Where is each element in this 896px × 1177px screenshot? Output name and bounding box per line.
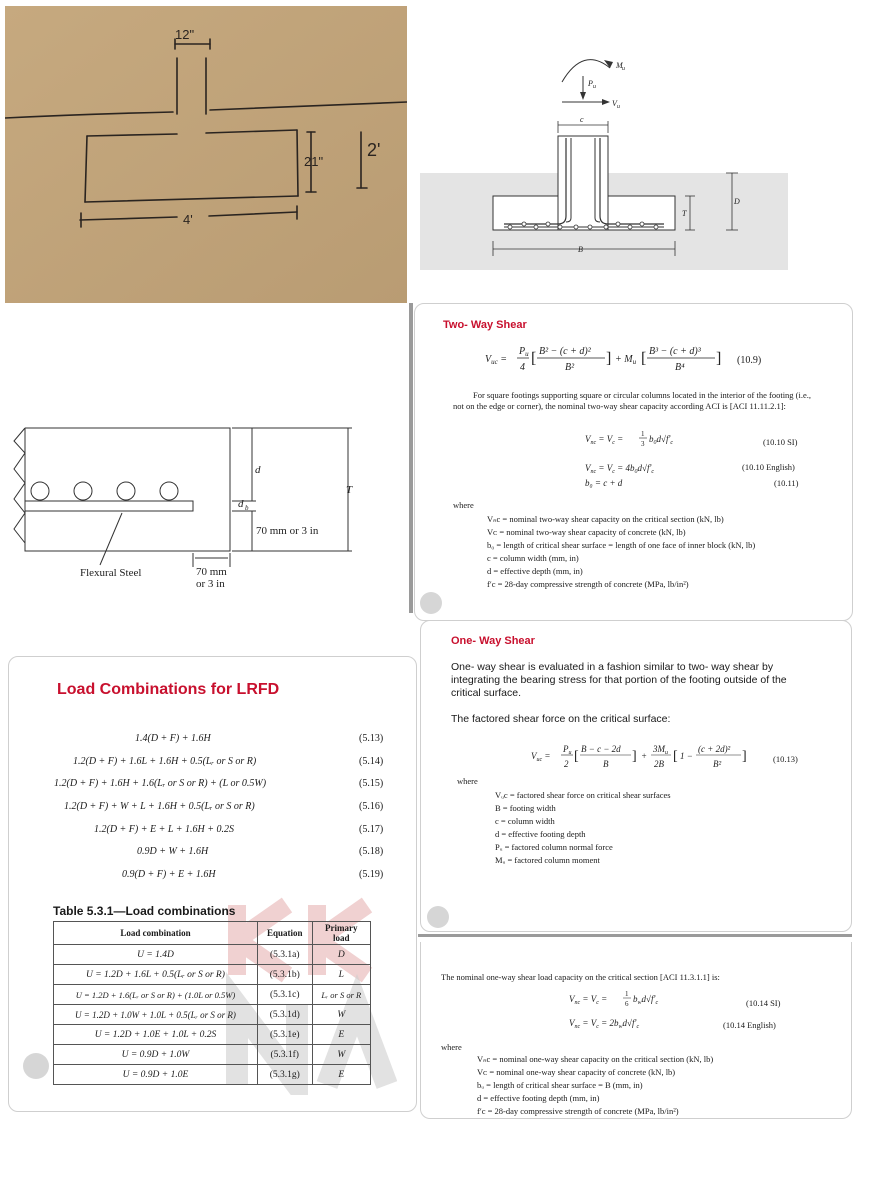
svg-text:b0d√f′c: $b_0d√f'_c$ <box>649 434 674 446</box>
table-title: Table 5.3.1—Load combinations <box>53 904 236 918</box>
definition-item: Vₙc = nominal two-way shear capacity on the critical section (kN, lb) <box>487 514 724 524</box>
footing-diagram <box>420 38 788 270</box>
svg-text:]: ] <box>606 350 612 367</box>
svg-text:1: 1 <box>625 990 629 998</box>
definition-item: Vᴄ = nominal two-way shear capacity of concrete (kN, lb) <box>487 527 686 537</box>
detail-d-label: d <box>255 464 261 476</box>
svg-text:+: + <box>641 751 648 761</box>
slide-marker <box>23 1053 49 1079</box>
pu-label: P <box>588 79 593 88</box>
reinforcement-detail <box>0 303 409 613</box>
d-label: D <box>734 197 740 206</box>
svg-text:[: [ <box>531 350 537 367</box>
lrfd-panel <box>8 656 417 1112</box>
flexural-steel-label: Flexural Steel <box>80 567 142 579</box>
definition-item: B = footing width <box>495 803 556 813</box>
svg-text:]: ] <box>632 749 637 764</box>
column-header: Primary load <box>312 922 370 945</box>
lrfd-equation-number: (5.19) <box>359 869 384 880</box>
eq-10-10-si-number: (10.10 SI) <box>763 437 798 447</box>
svg-text:[: [ <box>574 749 579 764</box>
nominal-intro: The nominal one-way shear load capacity on the critical section [ACI 11.3.1.1] is: <box>441 972 720 982</box>
equation-10-10 <box>585 426 735 486</box>
table-cell: E <box>312 1025 370 1045</box>
lrfd-equation: 1.4(D + F) + 1.6H <box>135 733 211 744</box>
lrfd-equation-number: (5.17) <box>359 824 384 835</box>
definition-item: Mᵤ = factored column moment <box>495 855 600 865</box>
table-cell: (5.3.1b) <box>257 965 312 985</box>
lrfd-equation: 0.9D + W + 1.6H <box>137 846 209 857</box>
one-way-where: where <box>457 776 478 786</box>
equation-10-14 <box>569 986 719 1032</box>
reinforcement-detail-svg <box>0 303 409 613</box>
bottom-cover-label-2: or 3 in <box>196 578 225 590</box>
svg-text:B⁴: B⁴ <box>675 362 685 373</box>
definition-item: Pᵤ = factored column normal force <box>495 842 613 852</box>
table-row <box>54 1005 371 1025</box>
svg-text:]: ] <box>742 749 747 764</box>
width-4ft-label: 4' <box>183 212 193 227</box>
table-cell: D <box>312 945 370 965</box>
table-row <box>54 1045 371 1065</box>
detail-t-label: T <box>346 484 353 496</box>
lrfd-heading: Load Combinations for LRFD <box>57 681 280 698</box>
svg-text:[: [ <box>641 350 647 367</box>
table-row <box>54 985 371 1005</box>
eq-10-14-si-number: (10.14 SI) <box>746 998 781 1008</box>
sketch-photo <box>5 6 407 303</box>
table-cell: U = 1.4D <box>54 945 258 965</box>
definition-item: c = column width <box>495 816 555 826</box>
table-cell: U = 0.9D + 1.0E <box>54 1065 258 1085</box>
eq-10-11-number: (10.11) <box>774 478 799 488</box>
table-cell: U = 0.9D + 1.0W <box>54 1045 258 1065</box>
svg-text:Vnc = Vc =: $V_{nc} = V_c$ = <box>585 434 624 446</box>
table-cell: (5.3.1g) <box>257 1065 312 1085</box>
svg-text:bwd√f′c: $b_wd√f'_c$ <box>633 994 659 1006</box>
svg-text:Pu: $P_u$ <box>519 346 529 358</box>
svg-text:Pu: $P_u$ <box>563 744 572 756</box>
b-label: B <box>578 245 583 254</box>
lrfd-equation: 1.2(D + F) + E + L + 1.6H + 0.2S <box>94 824 234 835</box>
definition-item: Vᴄ = nominal one-way shear capacity of concrete (kN, lb) <box>477 1067 676 1077</box>
svg-text:Vnc = Vc = 4b0d√f′c: $V_{nc} = V_c = 4b_0d√f'_c$ <box>585 463 655 475</box>
depth-21-label: 21" <box>304 154 324 169</box>
column-width-label: 12" <box>175 27 195 42</box>
two-way-shear-panel <box>414 303 853 621</box>
t-label: T <box>682 209 687 218</box>
eq-10-13-number: (10.13) <box>773 754 798 764</box>
definition-item: f′c = 28-day compressive strength of concrete (MPa, lb/in²) <box>477 1106 679 1116</box>
table-cell: U = 1.2D + 1.0W + 1.0L + 0.5(Lᵣ or S or R) <box>54 1005 258 1025</box>
eq-10-14-en-number: (10.14 English) <box>723 1020 776 1030</box>
definition-item: d = effective footing depth <box>495 829 586 839</box>
table-row <box>54 965 371 985</box>
slide-marker <box>427 906 449 928</box>
svg-text:B²: B² <box>565 362 575 373</box>
nominal-where: where <box>441 1042 462 1052</box>
svg-text:1: 1 <box>641 430 645 438</box>
depth-2ft-label: 2' <box>367 140 381 160</box>
eq-10-9-number: (10.9) <box>737 355 762 366</box>
cover-label: 70 mm or 3 in <box>256 525 319 537</box>
definition-item: bᵤ = length of critical shear surface = B (mm, in) <box>477 1080 643 1090</box>
svg-text:B² − (c + d)²: B² − (c + d)² <box>539 346 591 357</box>
table-header-row <box>54 922 371 945</box>
c-label: c <box>580 115 584 124</box>
table-row <box>54 1065 371 1085</box>
eq-10-10-en-number: (10.10 English) <box>742 462 795 472</box>
svg-text:4: 4 <box>520 362 525 373</box>
vu-label: V <box>612 99 617 108</box>
svg-text:Vuc =: $V_{uc}$ = <box>531 751 551 763</box>
svg-text:u: u <box>617 104 620 110</box>
two-way-where: where <box>453 500 474 510</box>
nominal-definitions <box>477 1053 713 1118</box>
svg-text:+ Mu: + $M_u$ <box>615 354 637 366</box>
table-cell: (5.3.1a) <box>257 945 312 965</box>
one-way-intro: One- way shear is evaluated in a fashion similar to two- way shear by integrating the bearing stress for that portion of the footing outside of the critical surface. <box>451 661 787 699</box>
table-row <box>54 945 371 965</box>
two-way-heading: Two- Way Shear <box>443 319 527 331</box>
lrfd-equation-number: (5.16) <box>359 801 384 812</box>
factored-shear-text: The factored shear force on the critical surface: <box>451 713 671 725</box>
sketch-drawing <box>5 6 407 303</box>
table-cell: E <box>312 1065 370 1085</box>
column-header: Load combination <box>54 922 258 945</box>
svg-text:3: 3 <box>641 440 645 448</box>
lrfd-equation-number: (5.13) <box>359 733 384 744</box>
detail-db-label: d <box>238 498 244 510</box>
svg-text:2B: 2B <box>654 759 664 769</box>
svg-text:3Mu: $3M_u$ <box>653 744 668 756</box>
svg-text:2: 2 <box>564 759 569 769</box>
table-cell: (5.3.1c) <box>257 985 312 1005</box>
lrfd-equation: 1.2(D + F) + W + L + 1.6H + 0.5(Lᵣ or S or R) <box>64 801 255 812</box>
definition-item: Vᵤc = factored shear force on critical shear surfaces <box>495 790 671 800</box>
vertical-divider <box>409 303 413 613</box>
footing-diagram-svg <box>420 38 788 270</box>
svg-text:B³ − (c + d)³: B³ − (c + d)³ <box>649 346 701 357</box>
svg-text:Vuc =: $V_{uc}$ = <box>485 354 507 366</box>
nominal-one-way-panel <box>420 942 852 1119</box>
svg-text:1 −: 1 − <box>680 751 693 761</box>
table-cell: (5.3.1f) <box>257 1045 312 1065</box>
lrfd-equation-number: (5.18) <box>359 846 384 857</box>
svg-text:Vnc = Vc =: $V_{nc} = V_c$ = <box>569 994 608 1006</box>
table-cell: (5.3.1e) <box>257 1025 312 1045</box>
table-cell: U = 1.2D + 1.0E + 1.0L + 0.2S <box>54 1025 258 1045</box>
lrfd-equation: 0.9(D + F) + E + 1.6H <box>122 869 216 880</box>
slide-marker <box>420 592 442 614</box>
horizontal-divider <box>418 934 852 937</box>
definition-item: c = column width (mm, in) <box>487 553 579 563</box>
two-way-paragraph: For square footings supporting square or circular columns located in the interior of the footing (i.e., not on the edge or corner), the nominal two-way shear capacity according ACI is [ACI 11.11.2.1]: <box>453 390 812 411</box>
lrfd-equation: 1.2(D + F) + 1.6L + 1.6H + 0.5(Lᵣ or S or R) <box>73 756 257 767</box>
definition-item: b₀ = length of critical shear surface = length of one face of inner block (kN, lb) <box>487 540 756 550</box>
svg-text:u: u <box>593 84 596 90</box>
column-header: Equation <box>257 922 312 945</box>
table-cell: Lᵣ or S or R <box>312 985 370 1005</box>
equation-10-13 <box>531 739 761 775</box>
svg-text:[: [ <box>673 749 678 764</box>
table-row <box>54 1025 371 1045</box>
table-cell: W <box>312 1005 370 1025</box>
table-cell: U = 1.2D + 1.6(Lᵣ or S or R) + (1.0L or 0.5W) <box>54 985 258 1005</box>
svg-text:B: B <box>603 759 609 769</box>
lrfd-equation: 1.2(D + F) + 1.6H + 1.6(Lᵣ or S or R) + (L or 0.5W) <box>54 778 267 789</box>
svg-text:B − c − 2d: B − c − 2d <box>581 744 621 754</box>
svg-text:(c + 2d)²: (c + 2d)² <box>698 744 731 754</box>
definition-item: d = effective footing depth (mm, in) <box>477 1093 600 1103</box>
svg-text:Vnc = Vc = 2bwd√f′c: $V_{nc} = V_c = 2b_wd√f'_c$ <box>569 1018 640 1030</box>
one-way-heading: One- Way Shear <box>451 635 535 647</box>
svg-text:b: b <box>245 504 249 512</box>
eq-10-11: b₀ = c + d <box>585 478 623 488</box>
load-combinations-table <box>53 921 371 1085</box>
one-way-definitions <box>495 789 671 867</box>
table-cell: L <box>312 965 370 985</box>
lrfd-equation-number: (5.15) <box>359 778 384 789</box>
bottom-cover-label-1: 70 mm <box>196 566 227 578</box>
svg-text:6: 6 <box>625 1000 629 1008</box>
svg-text:u: u <box>622 66 625 72</box>
definition-item: d = effective depth (mm, in) <box>487 566 583 576</box>
table-cell: W <box>312 1045 370 1065</box>
mu-label: M <box>616 61 623 70</box>
two-way-definitions <box>487 513 755 591</box>
svg-text:B²: B² <box>713 759 722 769</box>
equation-10-9 <box>485 340 775 378</box>
lrfd-equation-number: (5.14) <box>359 756 384 767</box>
one-way-shear-panel <box>420 620 852 932</box>
svg-text:]: ] <box>716 350 722 367</box>
table-cell: (5.3.1d) <box>257 1005 312 1025</box>
definition-item: f′c = 28-day compressive strength of concrete (MPa, lb/in²) <box>487 579 689 589</box>
table-cell: U = 1.2D + 1.6L + 0.5(Lᵣ or S or R) <box>54 965 258 985</box>
definition-item: Vₙc = nominal one-way shear capacity on the critical section (kN, lb) <box>477 1054 714 1064</box>
